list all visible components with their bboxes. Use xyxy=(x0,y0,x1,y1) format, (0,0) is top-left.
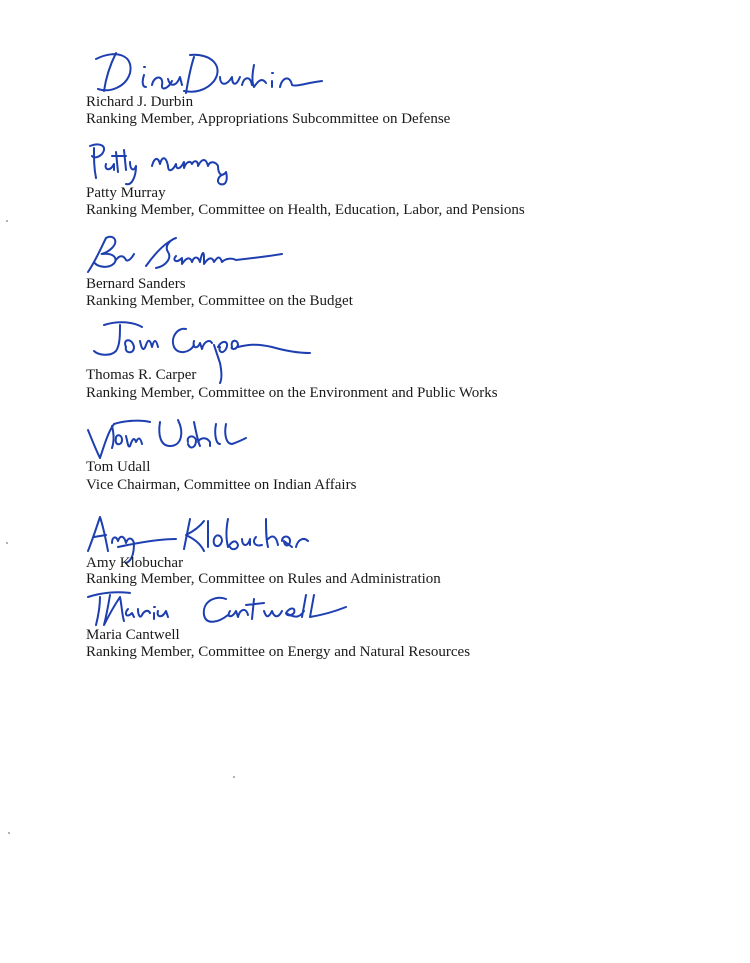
signatory-name: Patty Murray xyxy=(86,185,166,201)
scan-speck xyxy=(6,542,8,544)
signature-udall xyxy=(86,412,256,464)
signatory-name: Thomas R. Carper xyxy=(86,367,197,383)
signatory-title: Ranking Member, Committee on Rules and Administration xyxy=(86,571,441,587)
signature-sanders xyxy=(86,232,286,276)
signatory-name: Bernard Sanders xyxy=(86,276,186,292)
signature-durbin xyxy=(86,45,326,100)
signatory-title: Ranking Member, Committee on the Environment and Public Works xyxy=(86,385,498,401)
signatory-name: Amy Klobuchar xyxy=(86,555,184,571)
signatory-title: Ranking Member, Committee on the Budget xyxy=(86,293,353,309)
signatory-name: Richard J. Durbin xyxy=(86,94,194,110)
signatory-title: Ranking Member, Committee on Health, Education, Labor, and Pensions xyxy=(86,202,525,218)
signatory-title: Ranking Member, Committee on Energy and Natural Resources xyxy=(86,644,471,660)
signatory-title: Vice Chairman, Committee on Indian Affairs xyxy=(86,477,357,493)
signatory-title: Ranking Member, Appropriations Subcommittee on Defense xyxy=(86,111,451,127)
scan-speck xyxy=(8,832,10,834)
signatory-name: Maria Cantwell xyxy=(86,627,180,643)
scan-speck xyxy=(6,220,8,222)
signature-murray xyxy=(86,138,246,188)
signatory-name: Tom Udall xyxy=(86,459,151,475)
scan-speck xyxy=(233,776,235,778)
